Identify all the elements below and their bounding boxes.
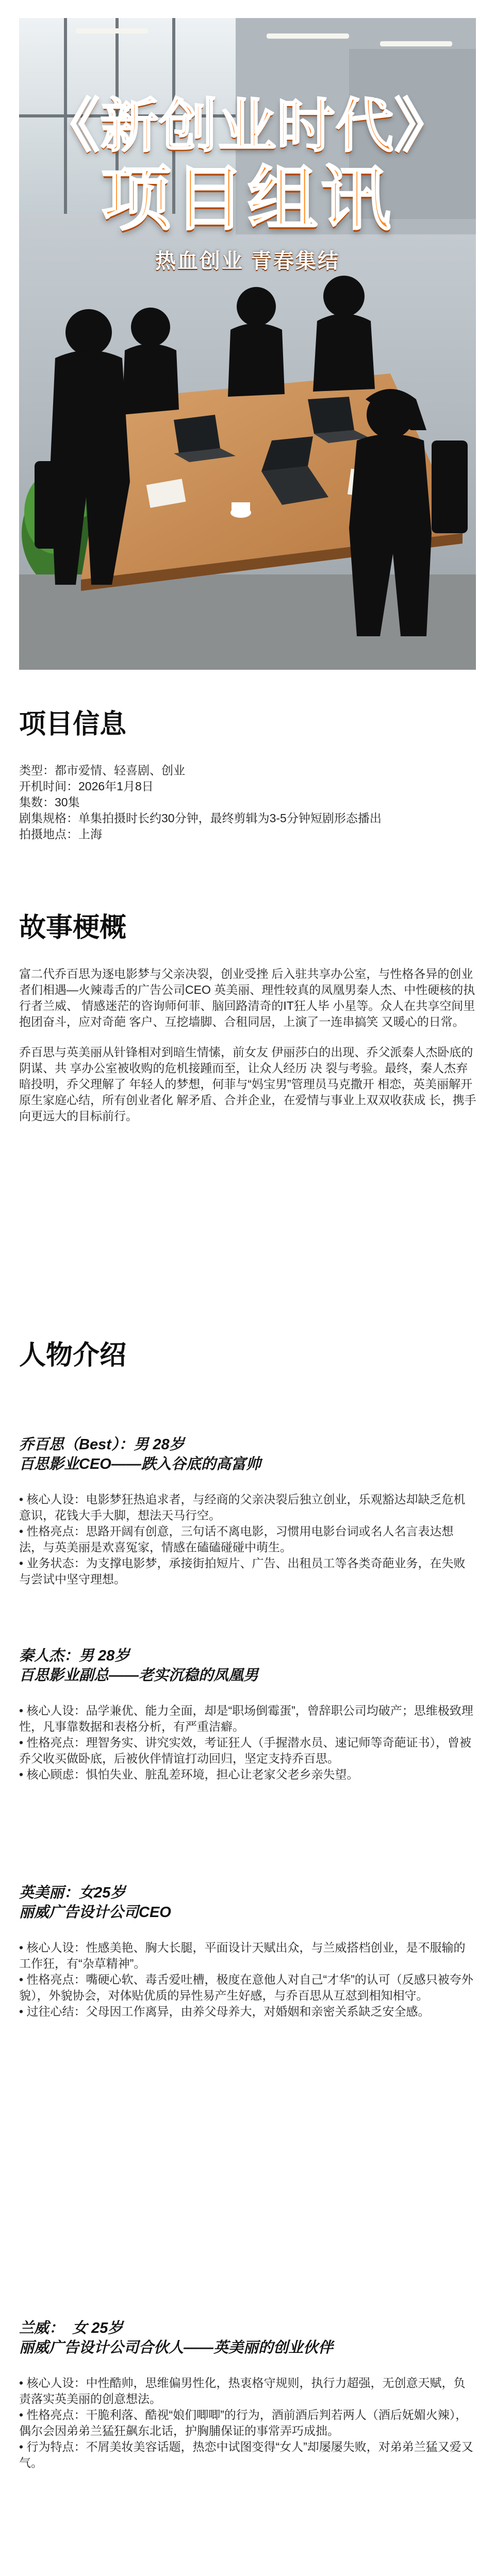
character-name: 英美丽：女25岁	[19, 1885, 126, 1901]
trait-item: • 核心人设：电影梦狂热追求者，与经商的父亲决裂后独立创业，乐观豁达却缺乏危机意识，花钱大手大脚，想法天马行空。	[19, 1493, 466, 1522]
character-role: 百思影业副总——老实沉稳的凤凰男	[19, 1667, 259, 1684]
info-spec: 剧集规格：单集拍摄时长约30分钟，最终剪辑为3-5分钟短剧形态播出	[19, 811, 382, 825]
trait-item: • 核心人设：品学兼优、能力全面，却是“职场倒霉蛋”，曾辞职公司均破产；思维极致理性，凡事靠数据和表格分析，有严重洁癖。	[19, 1704, 473, 1733]
project-info-list	[19, 762, 477, 842]
project-info-heading: 项目信息	[19, 709, 127, 739]
trait-item: • 核心顾虑：惧怕失业、脏乱差环境，担心让老家父老乡亲失望。	[19, 1768, 359, 1781]
character-traits	[19, 2375, 477, 2471]
info-episodes: 集数：30集	[19, 795, 80, 809]
characters-heading: 人物介绍	[19, 1341, 127, 1370]
poster-title: 《新创业时代》	[42, 95, 453, 159]
trait-item: • 性格亮点：嘴硬心软、毒舌爱吐槽，极度在意他人对自己“才华”的认可（反感只被夸外貌），外貌协会，对体贴优质的异性易产生好感，与乔百思从互怼到相知相守。	[19, 1973, 473, 2002]
info-start-date: 开机时间：2026年1月8日	[19, 779, 154, 793]
info-location: 拍摄地点：上海	[19, 827, 102, 841]
trait-item: • 性格亮点：干脆利落、酷视“娘们唧唧”的行为，酒前酒后判若两人（酒后妩媚火辣），偶尔会因弟弟兰猛狂飙东北话，护胸脯保证的事常弄巧成拙。	[19, 2408, 468, 2437]
poster-tagline: 热血创业 青春集结	[155, 250, 340, 273]
character-card-qin-renjie	[19, 1646, 477, 1783]
character-role: 丽威广告设计公司CEO	[19, 1904, 171, 1921]
character-name: 兰威： 女 25岁	[19, 2320, 123, 2336]
character-name: 乔百思（Best）：男 28岁	[19, 1436, 185, 1453]
character-role: 丽威广告设计公司合伙人——英美丽的创业伙伴	[19, 2340, 334, 2356]
trait-item: • 核心人设：中性酷帅，思维偏男性化，热衷格守规则，执行力超强，无创意天赋，负责落实英美丽的创意想法。	[19, 2376, 466, 2405]
trait-item: • 核心人设：性感美艳、胸大长腿，平面设计天赋出众，与兰威搭档创业，是不服输的工作狂，有“杂草精神”。	[19, 1941, 466, 1970]
synopsis-heading: 故事梗概	[19, 913, 127, 943]
trait-item: • 行为特点：不屑美妆美容话题，热恋中试图变得“女人”却屡屡失败，对弟弟兰猛又爱又气。	[19, 2440, 473, 2469]
character-traits	[19, 1492, 477, 1587]
trait-item: • 业务状态：为支撑电影梦，承接街拍短片、广告、出租员工等各类奇葩业务，在失败与尝试中坚守理想。	[19, 1556, 466, 1586]
synopsis-paragraph: 乔百思与英美丽从针锋相对到暗生情愫，前女友 伊丽莎白的出现、乔父派秦人杰卧底的阴谋、共 享办公室被收购的危机接踵而至，让众人经历 决 裂与考验。最终，秦人杰弃暗投明，乔父理解了 年轻人的梦想，何菲与“妈宝男”管理员马克撒开 相恋，英美丽解开原生家庭心结，所有创业者化 解矛盾、合并企业，在爱情与事业上双双收获成 长，携手向更远大的目标前行。	[19, 1045, 476, 1123]
character-card-qiao-baisi	[19, 1435, 477, 1587]
character-name: 秦人杰：男 28岁	[19, 1648, 130, 1664]
character-traits	[19, 1940, 477, 2020]
poster	[19, 18, 476, 670]
character-card-ying-meili	[19, 1883, 477, 2020]
info-type: 类型：都市爱情、轻喜剧、创业	[19, 764, 185, 777]
trait-item: • 性格亮点：思路开阔有创意，三句话不离电影，习惯用电影台词或名人名言表达想法，与英美丽是欢喜冤家，情感在磕磕碰碰中萌生。	[19, 1524, 454, 1554]
character-traits	[19, 1703, 477, 1783]
poster-subtitle: 项目组讯	[101, 161, 394, 239]
synopsis-body	[19, 966, 477, 1124]
character-card-lan-wei	[19, 2318, 477, 2471]
trait-item: • 性格亮点：理智务实、讲究实效，考证狂人（手握潜水员、速记师等奇葩证书），曾被乔父收买做卧底，后被伙伴情谊打动回归，坚定支持乔百思。	[19, 1736, 471, 1765]
character-role: 百思影业CEO——跌入谷底的高富帅	[19, 1456, 261, 1472]
trait-item: • 过往心结：父母因工作离异，由养父母养大，对婚姻和亲密关系缺乏安全感。	[19, 2005, 430, 2018]
synopsis-paragraph: 富二代乔百思为逐电影梦与父亲决裂，创业受挫 后入驻共享办公室，与性格各异的创业者们相遇—火辣毒舌的广告公司CEO 英美丽、理性较真的凤凰男秦人杰、中性硬核的执行者兰威、 情感迷茫的咨询师何菲、脑回路清奇的IT狂人毕 小星等。众人在共享空间里抱团奋斗，应对奇葩 客户、互挖墙脚、合租同居，上演了一连串搞笑 又暖心的日常。	[19, 967, 475, 1028]
